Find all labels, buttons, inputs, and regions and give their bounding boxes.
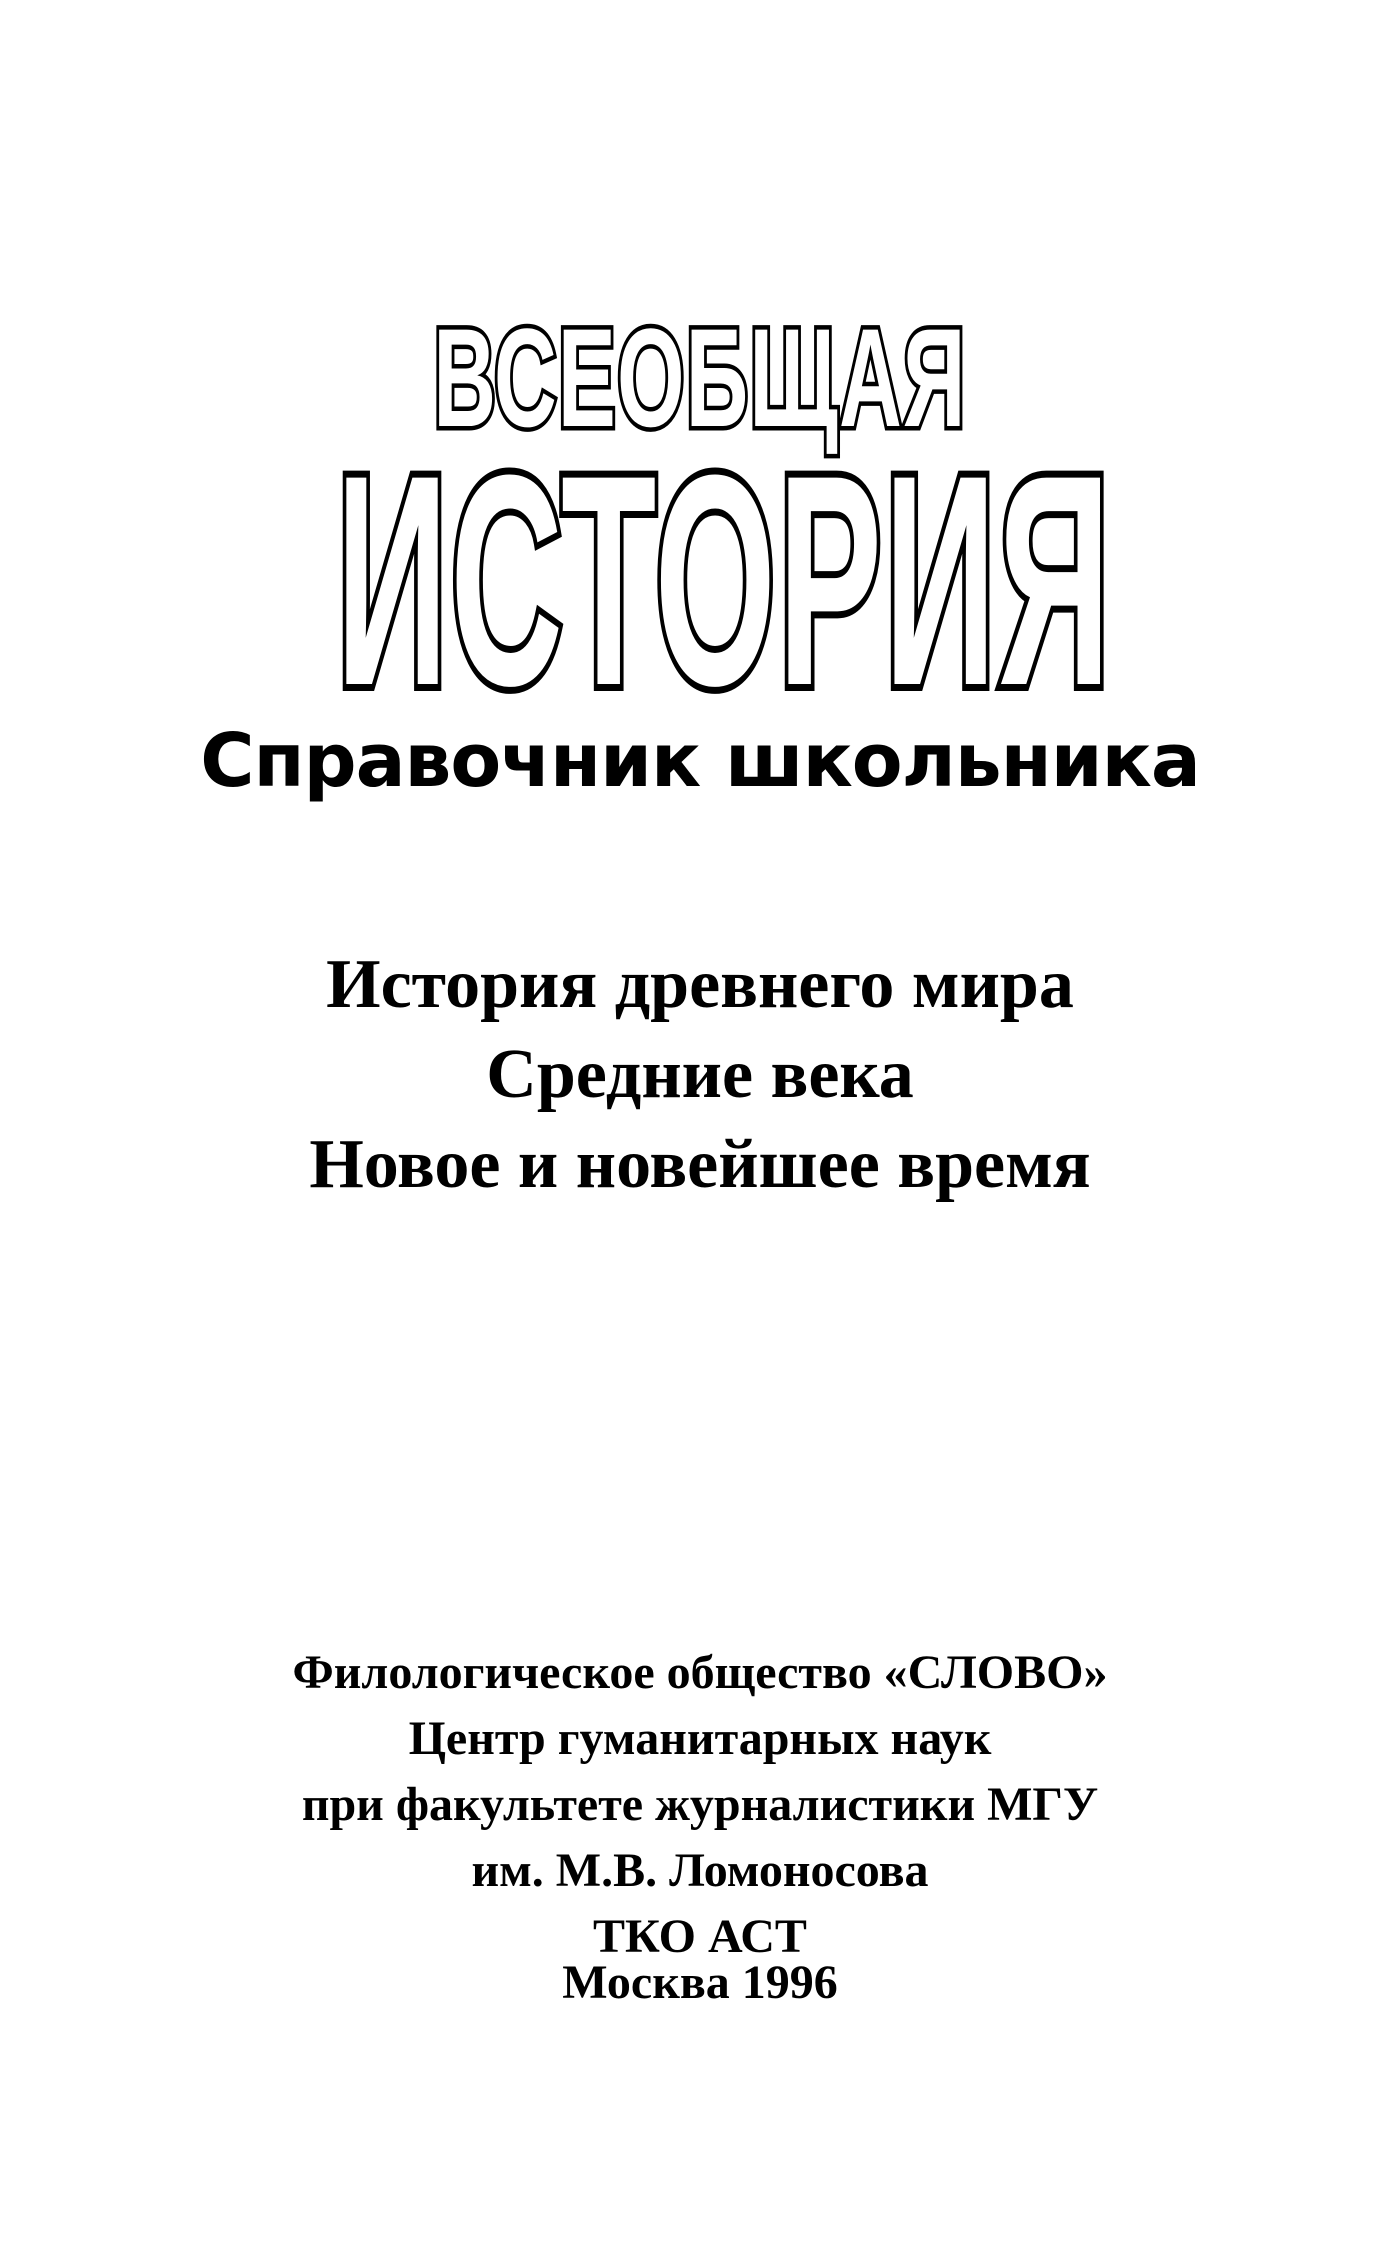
contents-item: Новое и новейшее время (309, 1126, 1091, 1203)
series-title-line2: ИСТОРИЯ (336, 412, 1113, 748)
contents-item: История древнего мира (326, 946, 1074, 1023)
contents-list (0, 940, 1400, 1210)
book-subtitle: Справочник школьника (200, 718, 1200, 804)
publisher-line: при факультете журналистики МГУ (301, 1778, 1099, 1831)
publisher-line: Центр гуманитарных наук (408, 1712, 992, 1765)
contents-item: Средние века (486, 1036, 914, 1113)
publisher-line: им. М.В. Ломоносова (471, 1844, 929, 1897)
publisher-line: ТКО АСТ (593, 1910, 807, 1963)
imprint-city-year: Москва 1996 (562, 1956, 838, 2009)
series-title-line1: ВСЕОБЩАЯ (433, 299, 967, 456)
publisher-line: Филологическое общество «СЛОВО» (292, 1646, 1108, 1699)
publisher-block (0, 1640, 1400, 1970)
